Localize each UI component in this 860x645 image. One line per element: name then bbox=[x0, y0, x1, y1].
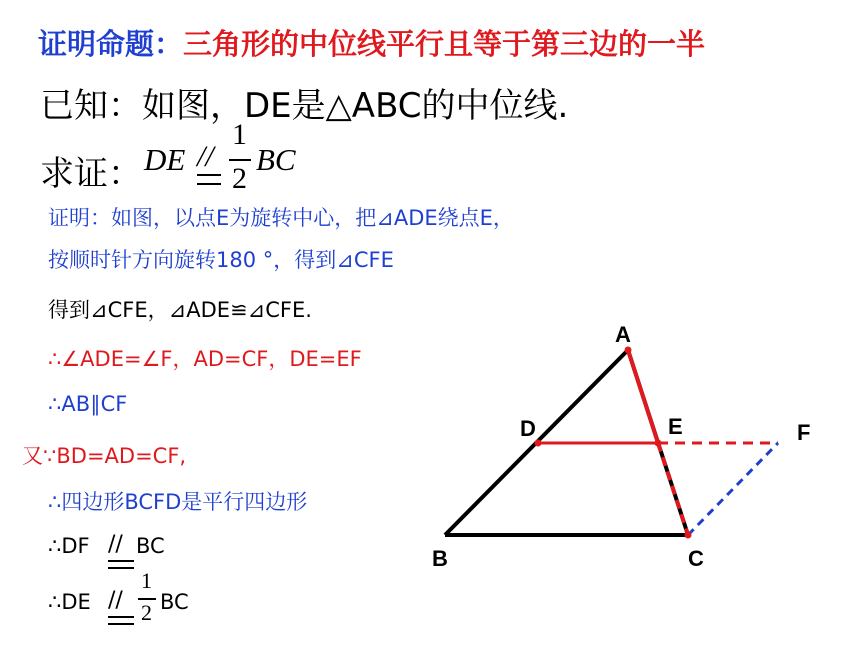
proof-line-5: ∴AB∥CF bbox=[48, 392, 128, 416]
prove-label: 求证： bbox=[40, 154, 142, 194]
label-C: C bbox=[688, 546, 704, 571]
title-label: 证明命题： bbox=[38, 27, 184, 61]
proof-line-6: 又∵BD=AD=CF, bbox=[22, 444, 187, 468]
prove-numerator: 1 bbox=[232, 118, 247, 151]
l8-post: BC bbox=[136, 534, 165, 558]
l9-denominator: 2 bbox=[141, 600, 152, 625]
proof-line-1: 证明：如图，以点E为旋转中心，把⊿ADE绕点E， bbox=[48, 206, 514, 230]
point-A bbox=[625, 347, 632, 354]
label-E: E bbox=[668, 414, 683, 439]
label-D: D bbox=[520, 416, 536, 441]
point-E bbox=[655, 440, 662, 447]
given-statement: 已知：如图，DE是△ABC的中位线. bbox=[40, 86, 569, 126]
l9-numerator: 1 bbox=[141, 568, 152, 593]
segment-CF-dashed bbox=[688, 443, 778, 535]
prove-rhs: BC bbox=[256, 142, 296, 177]
prove-lhs: DE bbox=[144, 142, 186, 177]
proof-line-3: 得到⊿CFE，⊿ADE≌⊿CFE. bbox=[48, 298, 312, 322]
proof-line-2: 按顺时针方向旋转180 °，得到⊿CFE bbox=[48, 248, 394, 272]
prove-denominator: 2 bbox=[232, 162, 247, 195]
l8-pre: ∴DF bbox=[48, 534, 90, 558]
label-F: F bbox=[797, 420, 811, 445]
segment-AE bbox=[628, 350, 658, 443]
proof-line-7: ∴四边形BCFD是平行四边形 bbox=[48, 490, 308, 514]
l9-post: BC bbox=[160, 590, 189, 614]
l9-parallel: // bbox=[108, 588, 123, 613]
l9-pre: ∴DE bbox=[48, 590, 91, 614]
point-C bbox=[685, 532, 692, 539]
prove-parallel: // bbox=[197, 140, 214, 173]
title-text: 三角形的中位线平行且等于第三边的一半 bbox=[183, 27, 706, 61]
proof-line-4: ∴∠ADE=∠F，AD=CF，DE=EF bbox=[48, 347, 362, 371]
l8-parallel: // bbox=[108, 532, 123, 557]
label-A: A bbox=[615, 322, 631, 347]
label-B: B bbox=[432, 546, 448, 571]
